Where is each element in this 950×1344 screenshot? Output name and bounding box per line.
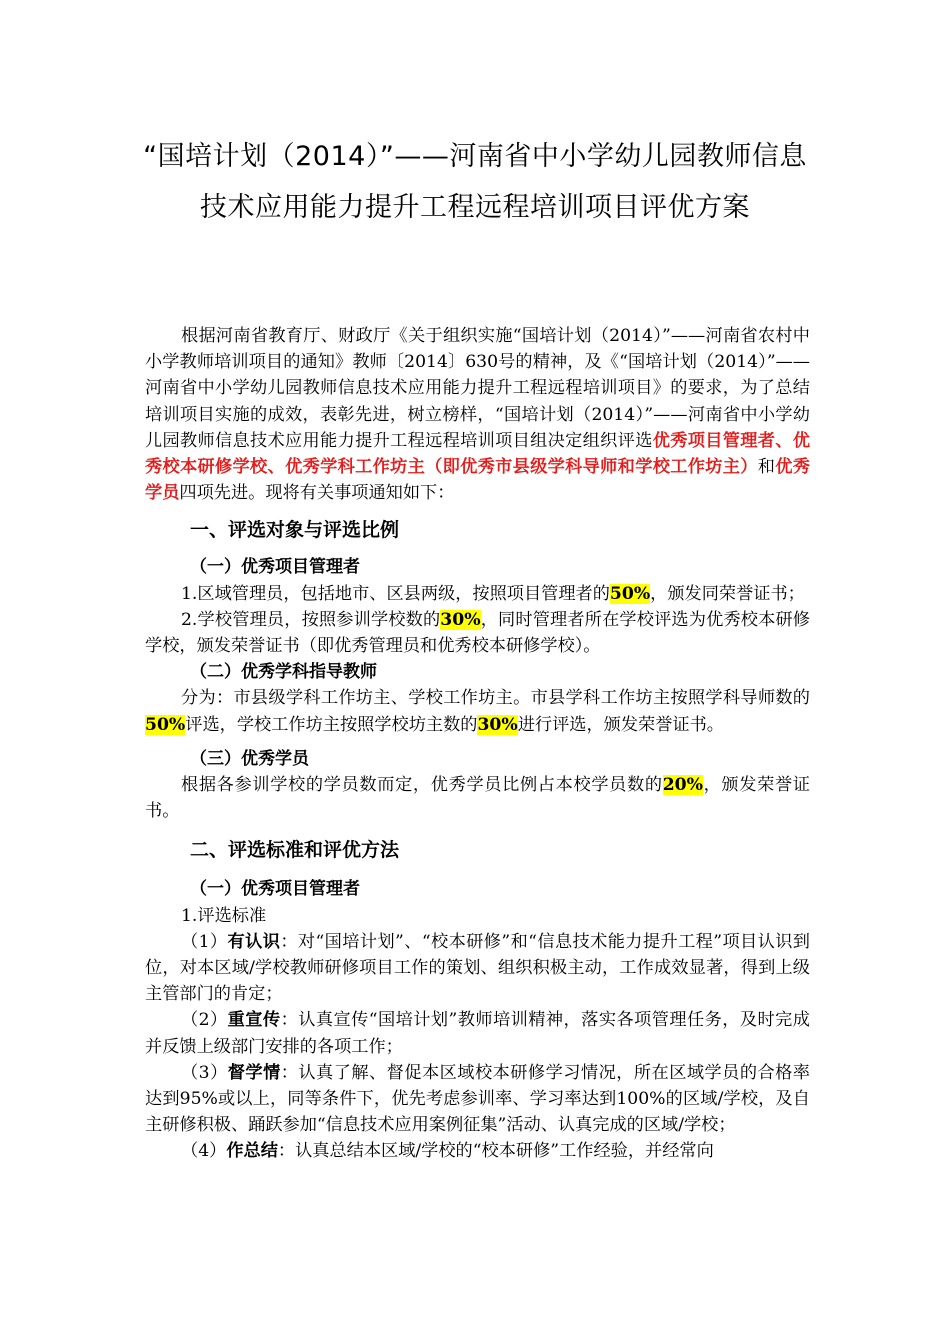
criterion-awareness: （1）有认识：对“国培计划”、“校本研修”和“信息技术能力提升工程”项目认识到位，对本区域/学校教师研修项目工作的策划、组织积极主动，工作成效显著，得到上级主管部门的肯定； — [145, 931, 810, 1005]
section1-sub2-heading: （二）优秀学科指导教师 — [190, 662, 377, 683]
ratio-highlight: 30% — [440, 609, 481, 630]
ratio-highlight: 20% — [662, 775, 703, 796]
ratio-highlight: 30% — [477, 714, 518, 735]
criterion-supervision: （3）督学情：认真了解、督促本区域校本研修学习情况，所在区域学员的合格率达到95%或以上，同等条件下，优先考虑参训率、学习率达到100%的区域/学校，及自主研修积极、踊跃参加“信息技术应用案例征集”活动、认真完成的区域/学校； — [145, 1062, 810, 1136]
document-body — [145, 323, 810, 1165]
ratio-highlight: 50% — [609, 583, 651, 604]
section1-item2: 2.学校管理员，按照参训学校数的30%，同时管理者所在学校评选为优秀校本研修学校，颁发荣誉证书（即优秀管理员和优秀校本研修学校）。 — [145, 609, 810, 657]
award-student: 优秀学员 — [145, 457, 810, 504]
ratio-highlight: 50% — [145, 714, 186, 735]
section1-sub1-heading: （一）优秀项目管理者 — [190, 557, 360, 578]
section1-paragraph2: 分为：市县级学科工作坊主、学校工作坊主。市县学科工作坊主按照学科导师数的50%评选，学校工作坊主按照学校坊主数的30%进行评选，颁发荣誉证书。 — [145, 688, 810, 735]
award-workshop-leader: 优秀学科工作坊主（即优秀市县级学科导师和学校工作坊主） — [285, 457, 758, 478]
section2-sub1-heading: （一）优秀项目管理者 — [190, 879, 360, 900]
section2-heading: 二、评选标准和评优方法 — [190, 839, 400, 862]
section1-heading: 一、评选对象与评选比例 — [190, 519, 400, 542]
section1-sub3-heading: （三）优秀学员 — [190, 748, 309, 769]
document-title-line2: 技术应用能力提升工程远程培训项目评优方案 — [200, 192, 750, 223]
award-project-manager: 优秀项目管理者 — [652, 430, 776, 451]
section1-paragraph3: 根据各参训学校的学员数而定，优秀学员比例占本校学员数的20%，颁发荣誉证书。 — [145, 775, 810, 822]
section1-item1: 1.区域管理员，包括地市、区县两级，按照项目管理者的50%，颁发同荣誉证书； — [181, 583, 805, 604]
section2-standards-label: 1.评选标准 — [181, 905, 267, 926]
intro-paragraph: 根据河南省教育厅、财政厅《关于组织实施“国培计划（2014）”——河南省农村中小学教师培训项目的通知》教师〔2014〕630号的精神，及《“国培计划（2014）”——河南省中小学幼儿园教师信息技术应用能力提升工程远程培训项目》的要求，为了总结培训项目实施的成效，表彰先进，树立榜样，“国培计划（2014）”——河南省中小学幼儿园教师信息技术应用能力提升工程远程培训项目组决定组织评选优秀项目管理者、优秀校本研修学校、优秀学科工作坊主（即优秀市县级学科导师和学校工作坊主）和优秀学员四项先进。现将有关事项通知如下： — [145, 326, 810, 504]
criterion-summary: （4）作总结：认真总结本区域/学校的“校本研修”工作经验，并经常向 — [181, 1141, 714, 1162]
document-title-line1: “国培计划（2014）”——河南省中小学幼儿园教师信息 — [143, 141, 807, 172]
criterion-publicity: （2）重宣传：认真宣传“国培计划”教师培训精神，落实各项管理任务，及时完成并反馈上级部门安排的各项工作； — [145, 1010, 810, 1057]
award-school: 优秀校本研修学校 — [145, 430, 810, 478]
